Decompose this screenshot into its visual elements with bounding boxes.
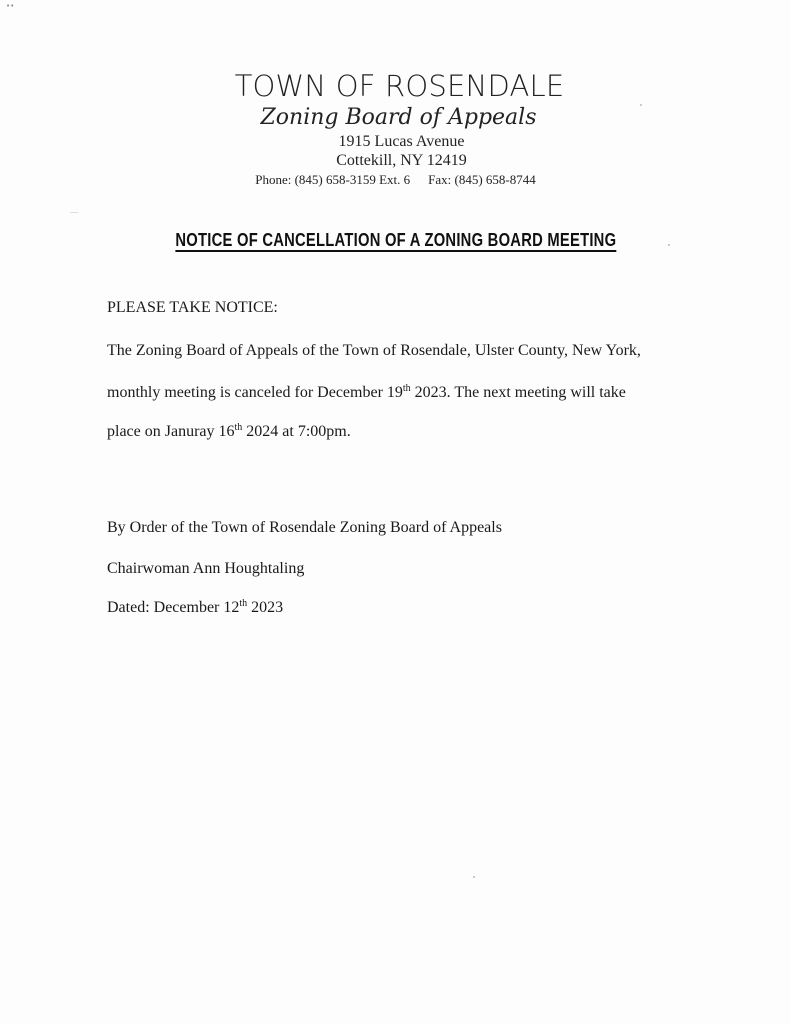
city-address: Cottekill, NY 12419 — [336, 152, 467, 169]
scan-speck — [668, 244, 670, 246]
notice-line-2-sup: th — [402, 383, 411, 394]
contact-line — [0, 171, 791, 189]
dated-sup: th — [239, 598, 248, 609]
notice-line-3 — [107, 422, 707, 442]
notice-line-1: The Zoning Board of Appeals of the Town of Rosendale, Ulster County, New York, — [107, 342, 641, 359]
notice-title — [0, 230, 791, 251]
dated-line — [107, 598, 707, 618]
notice-title-text: NOTICE OF CANCELLATION OF A ZONING BOARD MEETING — [175, 230, 616, 250]
notice-intro: PLEASE TAKE NOTICE: — [107, 299, 278, 316]
order-line: By Order of the Town of Rosendale Zoning Board of Appeals — [107, 519, 502, 536]
phone-number: Phone: (845) 658-3159 Ext. 6 — [255, 172, 411, 187]
street-address: 1915 Lucas Avenue — [338, 133, 465, 150]
scan-speck — [640, 104, 642, 106]
letterhead — [0, 68, 791, 189]
notice-line-2 — [107, 383, 707, 403]
notice-line-3-a: place on Januray 16 — [107, 423, 235, 440]
notice-line-2-a: monthly meeting is canceled for December 19 — [107, 384, 403, 401]
dated-b: 2023 — [247, 599, 284, 616]
dated-a: Dated: December 12 — [107, 599, 240, 616]
notice-line-2-b: 2023. The next meeting will take — [410, 384, 626, 401]
town-name: TOWN OF ROSENDALE — [234, 69, 565, 103]
fax-number: Fax: (845) 658-8744 — [428, 172, 536, 187]
notice-line-3-sup: th — [234, 422, 243, 433]
board-name: Zoning Board of Appeals — [260, 105, 537, 130]
scan-streak — [70, 212, 78, 213]
notice-line-3-b: 2024 at 7:00pm. — [242, 423, 351, 440]
chairwoman-name: Chairwoman Ann Houghtaling — [107, 560, 305, 577]
scan-speck — [473, 876, 475, 878]
scan-mark-icon: •• — [6, 2, 15, 10]
